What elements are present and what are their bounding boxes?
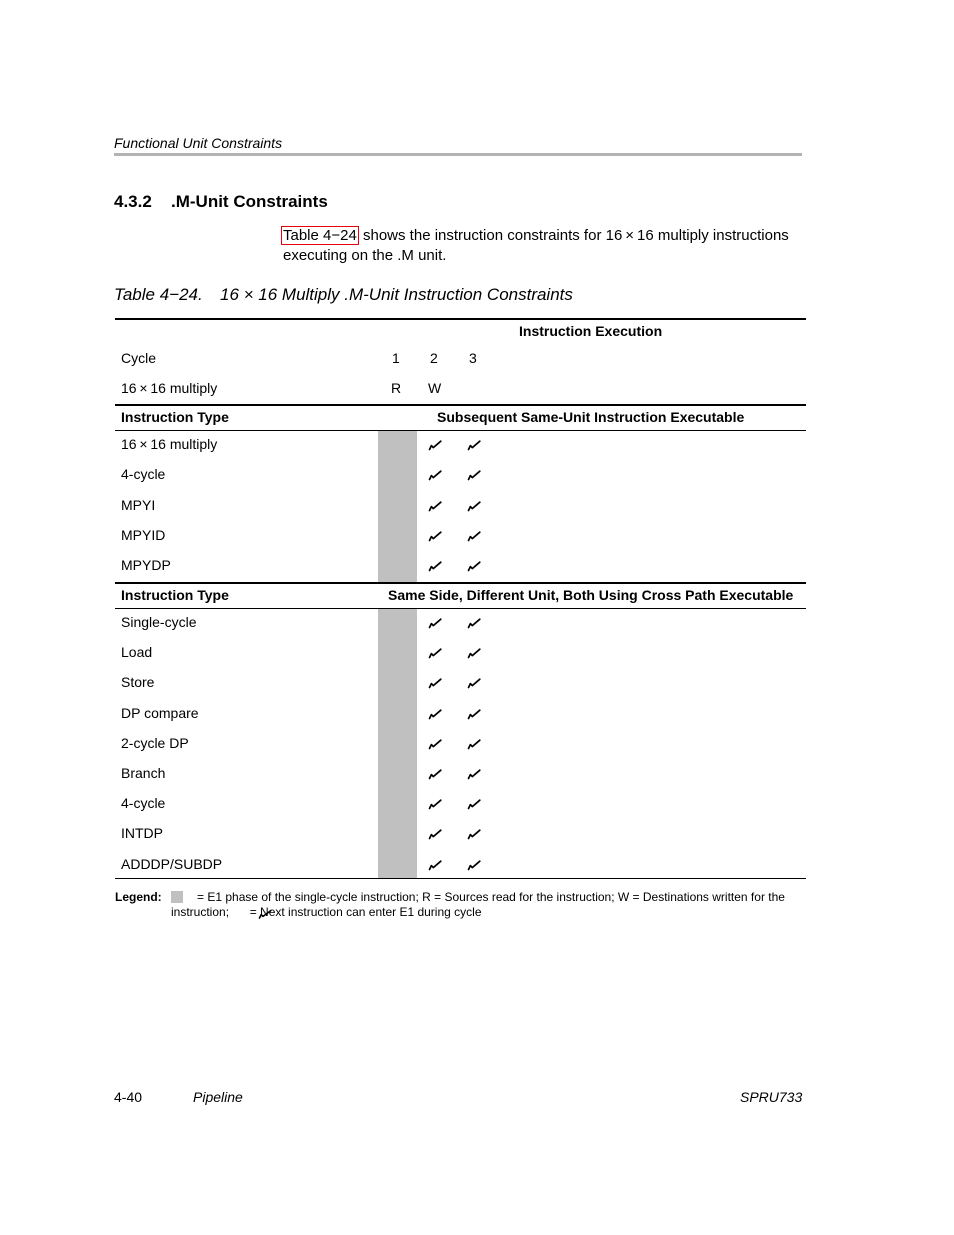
instruction-execution-header: Instruction Execution — [519, 323, 663, 339]
check-mark-icon — [467, 798, 481, 810]
table-reference-link[interactable]: Table 4−24 — [283, 227, 357, 244]
group1-type-header: Instruction Type — [121, 409, 229, 425]
instruction-type-row-label: MPYDP — [121, 557, 171, 573]
intro-paragraph — [283, 226, 808, 266]
instruction-type-row-label: DP compare — [121, 705, 199, 721]
instruction-type-row-label: Load — [121, 644, 153, 660]
check-mark-icon — [428, 828, 442, 840]
group1-header-bottom-rule — [115, 430, 806, 431]
legend-text-after: = Next instruction can enter E1 during cycle — [246, 905, 482, 919]
check-mark-icon — [467, 677, 481, 689]
instruction-type-row-label: 16 × 16 multiply — [121, 436, 218, 452]
table-caption-label: Table 4−24. — [114, 285, 203, 304]
check-mark-icon — [428, 738, 442, 750]
legend-label: Legend: — [115, 890, 162, 904]
cycle-3: 3 — [469, 350, 477, 366]
document-id: SPRU733 — [740, 1089, 803, 1105]
multiply-label: 16 × 16 multiply — [121, 380, 218, 396]
intro-text: shows the instruction constraints for 16 × 16 multiply instructions executing on the .M unit. — [283, 227, 789, 264]
check-mark-icon — [467, 708, 481, 720]
section-heading: .M-Unit Constraints — [171, 192, 328, 211]
check-mark-icon — [428, 560, 442, 572]
check-mark-icon — [428, 647, 442, 659]
e1-shade-group1 — [378, 431, 417, 582]
instruction-type-row-label: 2-cycle DP — [121, 735, 189, 751]
check-mark-icon — [428, 677, 442, 689]
group1-exec-header: Subsequent Same-Unit Instruction Executable — [437, 409, 745, 425]
check-mark-icon — [428, 439, 442, 451]
group2-header-bottom-rule — [115, 608, 806, 609]
check-mark-icon — [467, 768, 481, 780]
check-mark-icon — [428, 469, 442, 481]
group2-header-top-rule — [115, 582, 806, 584]
cycle-label: Cycle — [121, 350, 157, 366]
check-mark-icon — [467, 738, 481, 750]
check-mark-icon — [467, 530, 481, 542]
check-mark-icon — [232, 908, 246, 918]
check-mark-icon — [428, 530, 442, 542]
instruction-type-row-label: 4-cycle — [121, 795, 166, 811]
section-title — [114, 192, 328, 212]
cycle-2: 2 — [430, 350, 438, 366]
check-mark-icon — [467, 647, 481, 659]
running-header: Functional Unit Constraints — [114, 135, 283, 151]
check-mark-icon — [467, 859, 481, 871]
instruction-type-row-label: MPYID — [121, 527, 166, 543]
instruction-type-row-label: ADDDP/SUBDP — [121, 856, 223, 872]
header-rule — [114, 153, 802, 156]
table-caption — [114, 285, 573, 305]
instruction-type-row-label: Branch — [121, 765, 166, 781]
instruction-type-row-label: INTDP — [121, 825, 163, 841]
legend-text-before: = E1 phase of the single-cycle instruction; R = Sources read for the instruction; W = Destinations written for the instruction; — [171, 890, 785, 919]
check-mark-icon — [467, 617, 481, 629]
e1-shade-group2 — [378, 609, 417, 878]
instruction-type-row-label: Store — [121, 674, 155, 690]
group1-header-top-rule — [115, 404, 806, 406]
table-caption-title: 16 × 16 Multiply .M-Unit Instruction Constraints — [220, 285, 573, 304]
check-mark-icon — [467, 560, 481, 572]
check-mark-icon — [428, 768, 442, 780]
table-bottom-rule — [115, 878, 806, 879]
check-mark-icon — [467, 439, 481, 451]
instruction-type-row-label: MPYI — [121, 497, 156, 513]
page-number: 4-40 — [114, 1089, 143, 1105]
instruction-type-row-label: Single-cycle — [121, 614, 197, 630]
check-mark-icon — [428, 859, 442, 871]
table-top-rule — [115, 318, 806, 320]
section-number: 4.3.2 — [114, 192, 152, 211]
instruction-type-row-label: 4-cycle — [121, 466, 166, 482]
cycle-1: 1 — [392, 350, 400, 366]
check-mark-icon — [467, 469, 481, 481]
check-mark-icon — [428, 500, 442, 512]
read-marker: R — [391, 380, 402, 396]
chapter-name: Pipeline — [193, 1089, 243, 1105]
group2-type-header: Instruction Type — [121, 587, 229, 603]
legend-text — [171, 890, 806, 920]
write-marker: W — [428, 380, 442, 396]
check-mark-icon — [467, 828, 481, 840]
check-mark-icon — [428, 708, 442, 720]
check-mark-icon — [467, 500, 481, 512]
group2-exec-header: Same Side, Different Unit, Both Using Cross Path Executable — [388, 587, 794, 603]
constraints-table — [115, 318, 806, 880]
check-mark-icon — [428, 798, 442, 810]
check-mark-icon — [428, 617, 442, 629]
